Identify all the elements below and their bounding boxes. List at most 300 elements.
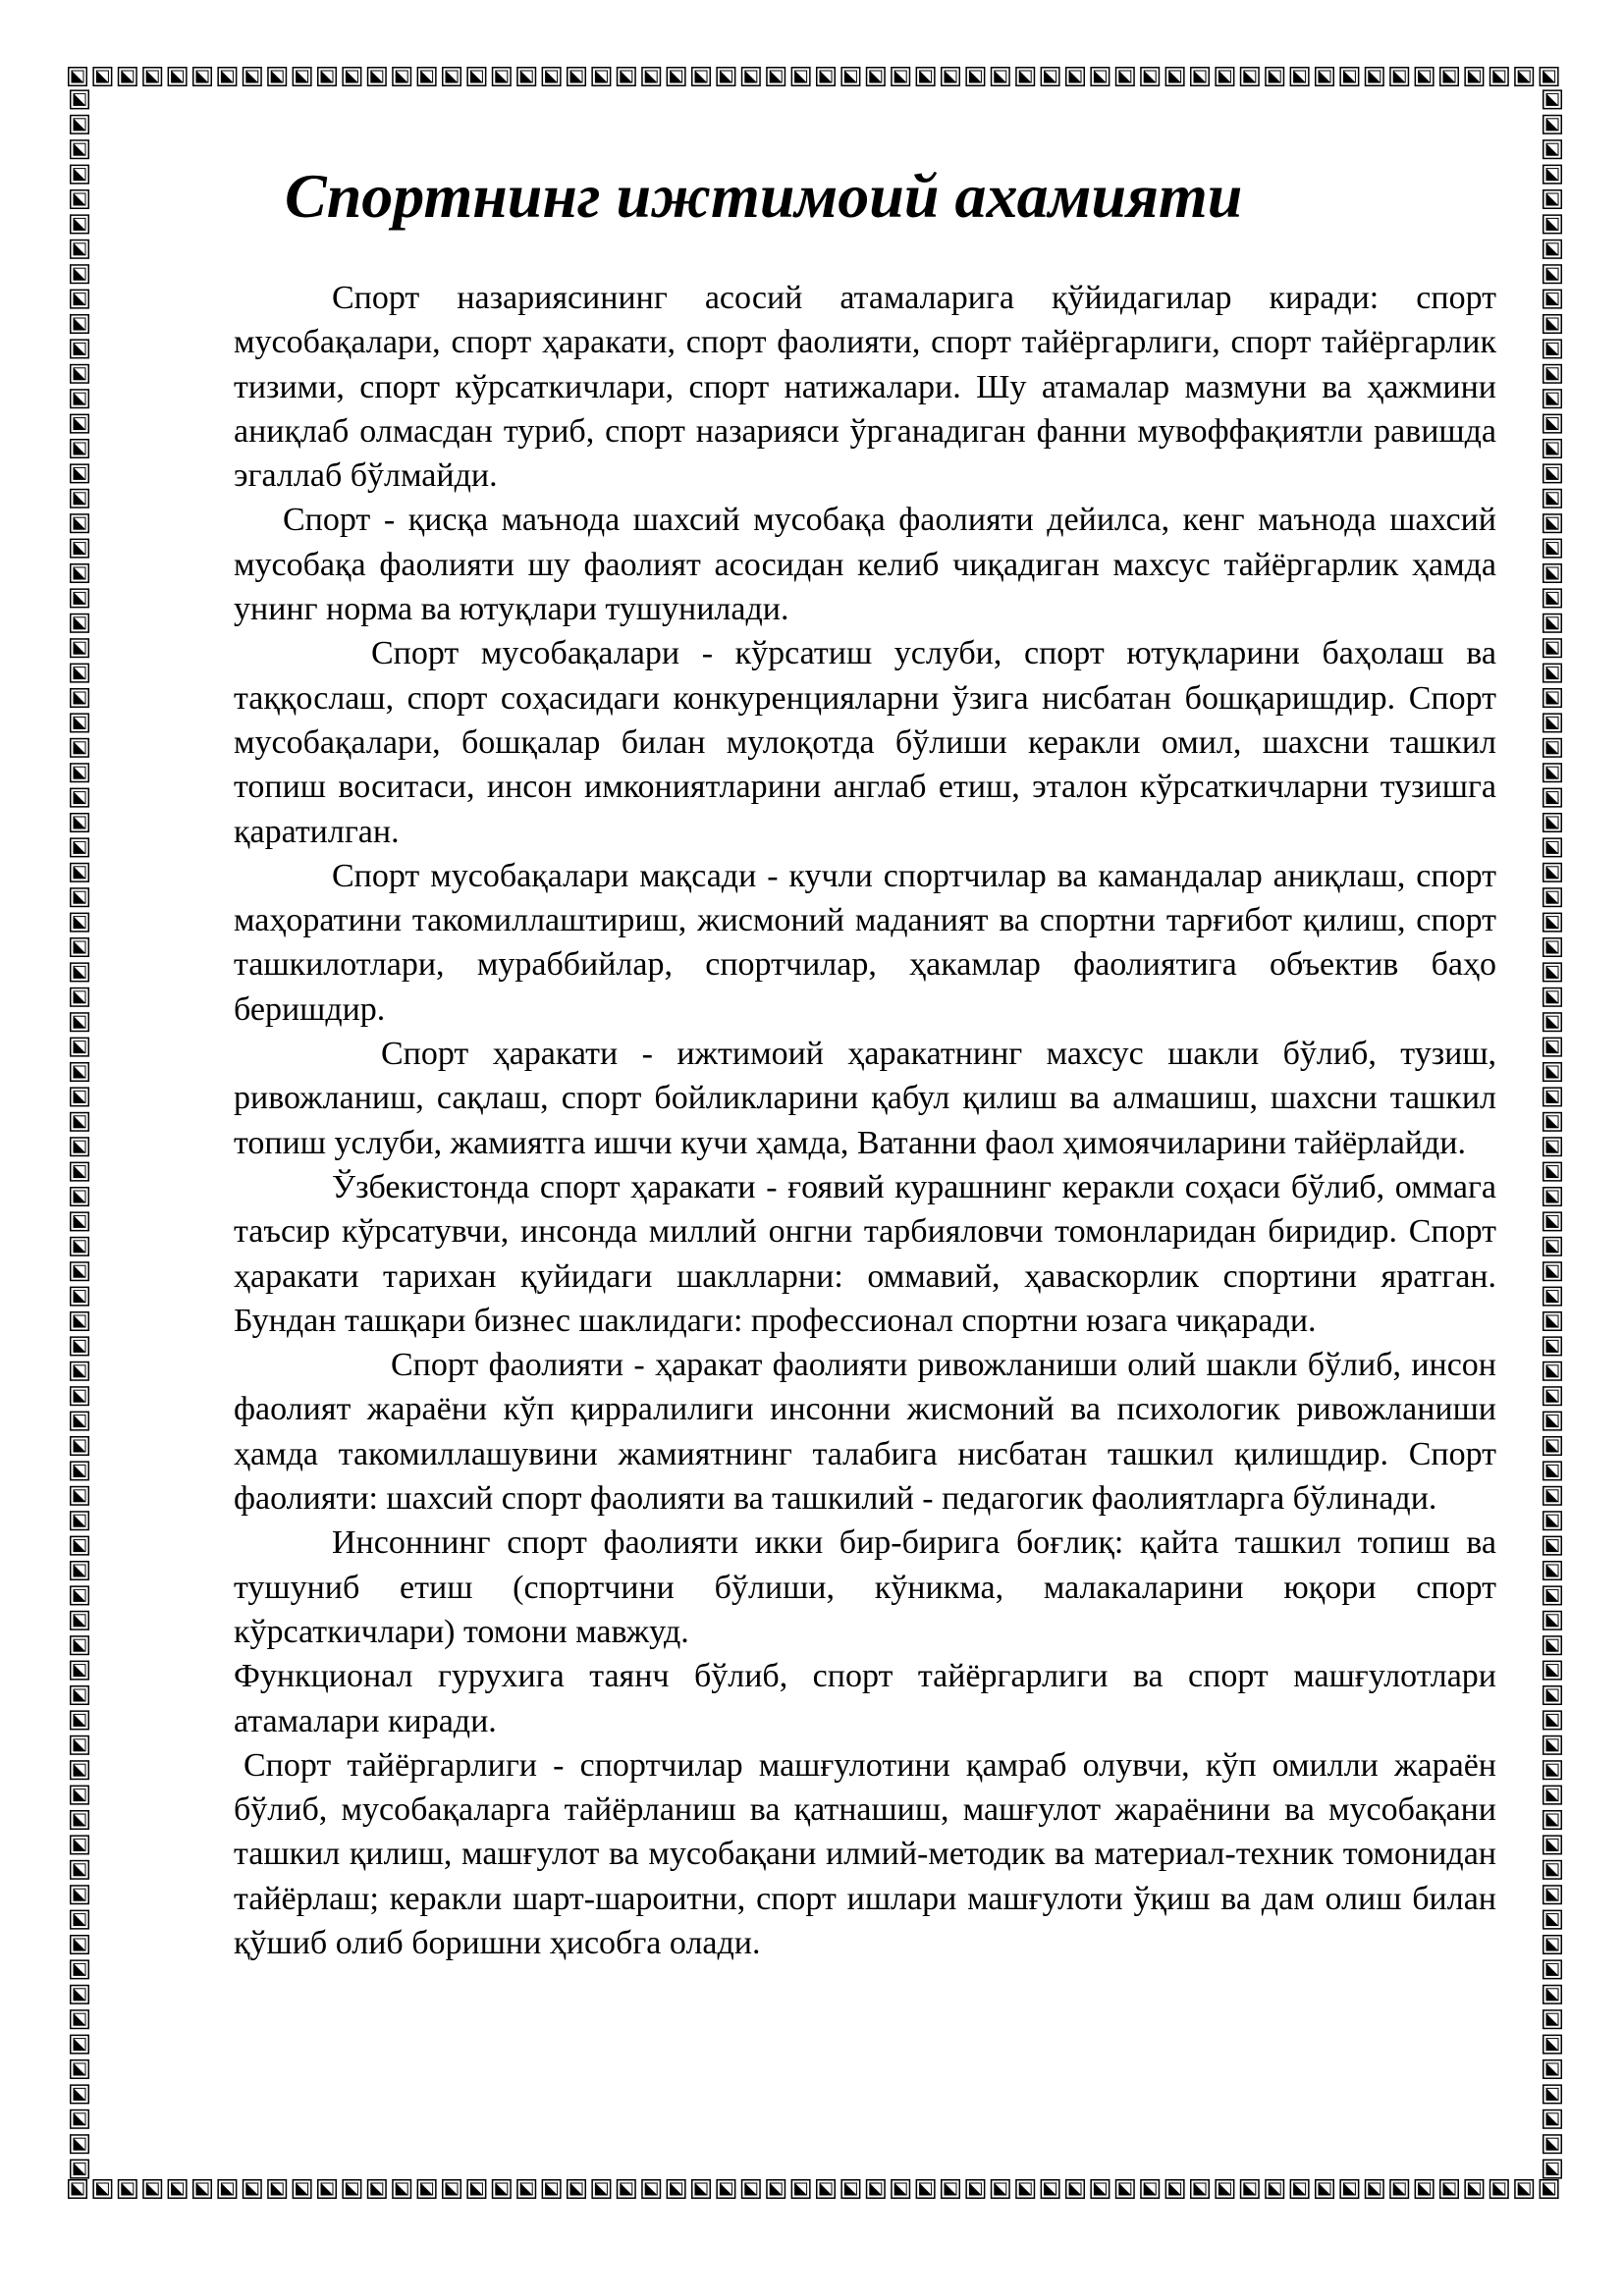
diagonal-square-icon <box>318 68 337 86</box>
diagonal-square-icon <box>1543 1811 1562 1830</box>
diagonal-square-icon <box>1543 938 1562 957</box>
diagonal-square-icon <box>1543 265 1562 284</box>
diagonal-square-icon <box>1290 2180 1309 2199</box>
diagonal-square-icon <box>1543 614 1562 633</box>
diagonal-square-icon <box>1543 2160 1562 2178</box>
diagonal-square-icon <box>867 2180 886 2199</box>
diagonal-square-icon <box>1543 464 1562 483</box>
diagonal-square-icon <box>71 140 89 159</box>
diagonal-square-icon <box>71 1462 89 1480</box>
diagonal-square-icon <box>542 68 561 86</box>
diagonal-square-icon <box>1543 1661 1562 1680</box>
diagonal-square-icon <box>71 1188 89 1206</box>
diagonal-square-icon <box>71 988 89 1007</box>
diagonal-square-icon <box>71 1312 89 1331</box>
diagonal-square-icon <box>1543 1562 1562 1580</box>
diagonal-square-icon <box>71 1910 89 1929</box>
diagonal-square-icon <box>1440 2180 1459 2199</box>
diagonal-square-icon <box>1543 1312 1562 1331</box>
diagonal-square-icon <box>71 2160 89 2178</box>
diagonal-square-icon <box>143 68 162 86</box>
diagonal-square-icon <box>1316 68 1334 86</box>
diagonal-square-icon <box>193 68 212 86</box>
diagonal-square-icon <box>1543 1162 1562 1181</box>
diagonal-square-icon <box>1490 2180 1509 2199</box>
diagonal-square-icon <box>71 2135 89 2154</box>
diagonal-square-icon <box>71 1612 89 1630</box>
diagonal-square-icon <box>71 1711 89 1730</box>
diagonal-square-icon <box>71 390 89 408</box>
diagonal-square-icon <box>71 614 89 633</box>
diagonal-square-icon <box>71 290 89 308</box>
diagonal-square-icon <box>71 963 89 982</box>
diagonal-square-icon <box>966 68 985 86</box>
diagonal-square-icon <box>168 2180 187 2199</box>
diagonal-square-icon <box>1543 2060 1562 2079</box>
diagonal-square-icon <box>71 1811 89 1830</box>
diagonal-square-icon <box>1543 1188 1562 1206</box>
diagonal-square-icon <box>942 2180 960 2199</box>
diagonal-square-icon <box>1165 68 1184 86</box>
diagonal-square-icon <box>493 68 512 86</box>
diagonal-square-icon <box>71 1362 89 1381</box>
diagonal-square-icon <box>692 2180 711 2199</box>
paragraph-human-sport-activity: Инсоннинг спорт фаолияти икки бир-бирига боғлиқ: қайта ташкил топиш ва тушуниб етиш (спортчини бўлиши, кўникма, малакаларини юқори спорт кўрсаткичлари) томони мавжуд. <box>234 1524 1496 1650</box>
diagonal-square-icon <box>1316 2180 1334 2199</box>
diagonal-square-icon <box>318 2180 337 2199</box>
diagonal-square-icon <box>71 1088 89 1106</box>
diagonal-square-icon <box>1543 2035 1562 2054</box>
diagonal-square-icon <box>71 764 89 782</box>
diagonal-square-icon <box>1543 739 1562 758</box>
diagonal-square-icon <box>71 589 89 608</box>
border-left-ornament <box>68 65 91 2201</box>
paragraph-functional-group: Функционал гурухига таянч бўлиб, спорт тайёргарлиги ва спорт машғулотлари атамалари киради. <box>234 1658 1496 1739</box>
border-right-ornament <box>1541 65 1564 2201</box>
diagonal-square-icon <box>71 1536 89 1555</box>
diagonal-square-icon <box>542 2180 561 2199</box>
diagonal-square-icon <box>71 215 89 234</box>
diagonal-square-icon <box>618 68 636 86</box>
diagonal-square-icon <box>1543 1612 1562 1630</box>
paragraph-sport-definition: Спорт - қисқа маънода шахсий мусобақа фаолияти дейилса, кенг маънода шахсий мусобақа фаолияти шу фаолият асосидан келиб чиқадиган махсус тайёргарлик ҳамда унинг норма ва ютуқлари тушунилади. <box>234 502 1496 628</box>
diagonal-square-icon <box>71 2010 89 2029</box>
diagonal-square-icon <box>71 490 89 508</box>
diagonal-square-icon <box>1543 1960 1562 1979</box>
diagonal-square-icon <box>1543 1088 1562 1106</box>
diagonal-square-icon <box>1543 1063 1562 1082</box>
diagonal-square-icon <box>992 2180 1010 2199</box>
diagonal-square-icon <box>1141 68 1160 86</box>
diagonal-square-icon <box>992 68 1010 86</box>
diagonal-square-icon <box>1543 1861 1562 1880</box>
diagonal-square-icon <box>71 1063 89 1082</box>
border-bottom-ornament <box>68 2177 1564 2201</box>
diagonal-square-icon <box>71 1412 89 1430</box>
diagonal-square-icon <box>71 864 89 882</box>
diagonal-square-icon <box>71 539 89 558</box>
diagonal-square-icon <box>119 68 137 86</box>
diagonal-square-icon <box>742 2180 761 2199</box>
diagonal-square-icon <box>71 1562 89 1580</box>
diagonal-square-icon <box>467 2180 486 2199</box>
diagonal-square-icon <box>71 1212 89 1231</box>
diagonal-square-icon <box>71 2110 89 2129</box>
diagonal-square-icon <box>71 1437 89 1456</box>
diagonal-square-icon <box>71 116 89 134</box>
diagonal-square-icon <box>71 1836 89 1854</box>
diagonal-square-icon <box>1191 2180 1210 2199</box>
diagonal-square-icon <box>1515 68 1534 86</box>
diagonal-square-icon <box>642 68 661 86</box>
diagonal-square-icon <box>71 938 89 957</box>
diagonal-square-icon <box>1543 1512 1562 1530</box>
diagonal-square-icon <box>1543 689 1562 708</box>
diagonal-square-icon <box>1216 2180 1234 2199</box>
diagonal-square-icon <box>71 2035 89 2054</box>
diagonal-square-icon <box>892 68 910 86</box>
diagonal-square-icon <box>892 2180 910 2199</box>
diagonal-square-icon <box>1543 1786 1562 1804</box>
diagonal-square-icon <box>71 514 89 533</box>
diagonal-square-icon <box>1543 589 1562 608</box>
diagonal-square-icon <box>1543 2085 1562 2104</box>
diagonal-square-icon <box>71 1113 89 1132</box>
diagonal-square-icon <box>1543 1910 1562 1929</box>
diagonal-square-icon <box>1390 68 1409 86</box>
diagonal-square-icon <box>791 68 810 86</box>
diagonal-square-icon <box>1543 988 1562 1007</box>
diagonal-square-icon <box>1543 1736 1562 1755</box>
diagonal-square-icon <box>71 414 89 433</box>
diagonal-square-icon <box>1543 1886 1562 1904</box>
diagonal-square-icon <box>1543 714 1562 732</box>
diagonal-square-icon <box>443 2180 461 2199</box>
diagonal-square-icon <box>443 68 461 86</box>
diagonal-square-icon <box>1165 2180 1184 2199</box>
diagonal-square-icon <box>1543 2010 1562 2029</box>
diagonal-square-icon <box>71 1387 89 1406</box>
diagonal-square-icon <box>841 68 860 86</box>
diagonal-square-icon <box>71 1786 89 1804</box>
diagonal-square-icon <box>71 1886 89 1904</box>
diagonal-square-icon <box>1543 814 1562 832</box>
diagonal-square-icon <box>1390 2180 1409 2199</box>
diagonal-square-icon <box>1543 2135 1562 2154</box>
diagonal-square-icon <box>1091 2180 1110 2199</box>
diagonal-square-icon <box>71 464 89 483</box>
diagonal-square-icon <box>71 265 89 284</box>
diagonal-square-icon <box>817 68 836 86</box>
diagonal-square-icon <box>343 2180 361 2199</box>
diagonal-square-icon <box>1543 215 1562 234</box>
diagonal-square-icon <box>1540 2180 1558 2199</box>
diagonal-square-icon <box>1543 1462 1562 1480</box>
diagonal-square-icon <box>1543 564 1562 583</box>
diagonal-square-icon <box>966 2180 985 2199</box>
diagonal-square-icon <box>1543 1437 1562 1456</box>
diagonal-square-icon <box>1543 190 1562 209</box>
diagonal-square-icon <box>71 1287 89 1306</box>
diagonal-square-icon <box>1041 2180 1059 2199</box>
diagonal-square-icon <box>1191 68 1210 86</box>
diagonal-square-icon <box>93 68 112 86</box>
diagonal-square-icon <box>667 68 685 86</box>
diagonal-square-icon <box>71 1238 89 1256</box>
diagonal-square-icon <box>1543 1761 1562 1780</box>
diagonal-square-icon <box>343 68 361 86</box>
diagonal-square-icon <box>1266 68 1284 86</box>
diagonal-square-icon <box>1543 1936 1562 1954</box>
diagonal-square-icon <box>293 68 311 86</box>
diagonal-square-icon <box>71 689 89 708</box>
diagonal-square-icon <box>71 664 89 682</box>
diagonal-square-icon <box>592 68 611 86</box>
diagonal-square-icon <box>71 788 89 807</box>
diagonal-square-icon <box>717 2180 735 2199</box>
diagonal-square-icon <box>767 68 785 86</box>
diagonal-square-icon <box>71 240 89 258</box>
diagonal-square-icon <box>467 68 486 86</box>
diagonal-square-icon <box>71 1512 89 1530</box>
diagonal-square-icon <box>1543 1686 1562 1705</box>
diagonal-square-icon <box>1340 2180 1359 2199</box>
diagonal-square-icon <box>592 2180 611 2199</box>
diagonal-square-icon <box>1041 68 1059 86</box>
border-top-ornament <box>68 65 1564 88</box>
diagonal-square-icon <box>517 68 536 86</box>
paragraph-competition-goal: Спорт мусобақалари мақсади - кучли спортчилар ва камандалар аниқлаш, спорт маҳоратини такомиллаштириш, жисмоний маданият ва спортни тарғибот қилиш, спорт ташкилотлари, мураббийлар, спортчилар, ҳакамлар фаолиятига объектив баҳо беришдир. <box>234 857 1496 1028</box>
diagonal-square-icon <box>1543 140 1562 159</box>
diagonal-square-icon <box>642 2180 661 2199</box>
diagonal-square-icon <box>1490 68 1509 86</box>
diagonal-square-icon <box>1543 788 1562 807</box>
diagonal-square-icon <box>1543 963 1562 982</box>
diagonal-square-icon <box>368 2180 387 2199</box>
diagonal-square-icon <box>1543 1412 1562 1430</box>
diagonal-square-icon <box>1543 1362 1562 1381</box>
diagonal-square-icon <box>1543 1586 1562 1605</box>
diagonal-square-icon <box>841 2180 860 2199</box>
diagonal-square-icon <box>71 1936 89 1954</box>
diagonal-square-icon <box>1543 315 1562 334</box>
diagonal-square-icon <box>143 2180 162 2199</box>
diagonal-square-icon <box>942 68 960 86</box>
diagonal-square-icon <box>71 1686 89 1705</box>
diagonal-square-icon <box>71 888 89 907</box>
diagonal-square-icon <box>268 68 287 86</box>
diagonal-square-icon <box>71 190 89 209</box>
diagonal-square-icon <box>368 68 387 86</box>
diagonal-square-icon <box>1543 888 1562 907</box>
diagonal-square-icon <box>1543 1986 1562 2004</box>
diagonal-square-icon <box>417 2180 436 2199</box>
diagonal-square-icon <box>1290 68 1309 86</box>
diagonal-square-icon <box>1543 490 1562 508</box>
diagonal-square-icon <box>268 2180 287 2199</box>
diagonal-square-icon <box>667 2180 685 2199</box>
diagonal-square-icon <box>193 2180 212 2199</box>
diagonal-square-icon <box>71 1861 89 1880</box>
diagonal-square-icon <box>742 68 761 86</box>
diagonal-square-icon <box>293 2180 311 2199</box>
diagonal-square-icon <box>393 68 411 86</box>
diagonal-square-icon <box>69 2180 87 2199</box>
diagonal-square-icon <box>71 1038 89 1056</box>
diagonal-square-icon <box>1340 68 1359 86</box>
diagonal-square-icon <box>1415 2180 1434 2199</box>
diagonal-square-icon <box>71 814 89 832</box>
diagonal-square-icon <box>71 340 89 358</box>
diagonal-square-icon <box>71 1138 89 1156</box>
diagonal-square-icon <box>71 1262 89 1281</box>
diagonal-square-icon <box>1366 2180 1384 2199</box>
diagonal-square-icon <box>1543 1536 1562 1555</box>
diagonal-square-icon <box>791 2180 810 2199</box>
diagonal-square-icon <box>1543 838 1562 857</box>
diagonal-square-icon <box>1543 639 1562 658</box>
diagonal-square-icon <box>1515 2180 1534 2199</box>
diagonal-square-icon <box>1543 365 1562 384</box>
diagonal-square-icon <box>71 365 89 384</box>
diagonal-square-icon <box>867 68 886 86</box>
paragraph-sport-competitions: Спорт мусобақалари - кўрсатиш услуби, спорт ютуқларини баҳолаш ва таққослаш, спорт соҳасидаги конкуренцияларни ўзига нисбатан бошқаришдир. Спорт мусобақалари, бошқалар билан мулоқотда бўлиши керакли омил, шахсни ташкил топиш воситаси, инсон имкониятларини англаб етиш, эталон кўрсаткичларни тузишга қаратилган. <box>234 635 1496 850</box>
diagonal-square-icon <box>1543 340 1562 358</box>
diagonal-square-icon <box>1543 390 1562 408</box>
diagonal-square-icon <box>244 68 261 86</box>
diagonal-square-icon <box>1543 1038 1562 1056</box>
diagonal-square-icon <box>71 564 89 583</box>
page-title: Спортнинг ижтимоий ахамияти <box>285 161 1243 231</box>
diagonal-square-icon <box>493 2180 512 2199</box>
diagonal-square-icon <box>1241 2180 1260 2199</box>
diagonal-square-icon <box>1543 1636 1562 1655</box>
diagonal-square-icon <box>517 2180 536 2199</box>
diagonal-square-icon <box>71 1013 89 1032</box>
diagonal-square-icon <box>71 1661 89 1680</box>
diagonal-square-icon <box>1543 1013 1562 1032</box>
diagonal-square-icon <box>71 440 89 458</box>
diagonal-square-icon <box>93 2180 112 2199</box>
diagonal-square-icon <box>692 68 711 86</box>
diagonal-square-icon <box>1543 1711 1562 1730</box>
diagonal-square-icon <box>1465 2180 1484 2199</box>
diagonal-square-icon <box>1141 2180 1160 2199</box>
paragraph-sport-preparation: Спорт тайёргарлиги - спортчилар машғулотини қамраб олувчи, кўп омилли жараён бўлиб, мусобақаларга тайёрланиш ва қатнашиш, машғулот жараёнини ва мусобақани ташкил қилиш, машғулот ва мусобақани илмий-методик ва материал-техник томонидан тайёрлаш; керакли шарт-шароитни, спорт ишлари машғулоти ўқиш ва дам олиш билан қўшиб олиб боришни ҳисобга олади. <box>234 1746 1496 1961</box>
diagonal-square-icon <box>1266 2180 1284 2199</box>
diagonal-square-icon <box>1543 440 1562 458</box>
diagonal-square-icon <box>1543 1337 1562 1356</box>
diagonal-square-icon <box>1216 68 1234 86</box>
diagonal-square-icon <box>71 1736 89 1755</box>
diagonal-square-icon <box>71 1986 89 2004</box>
diagonal-square-icon <box>1091 68 1110 86</box>
paragraph-uzbekistan-sport-movement: Ўзбекистонда спорт ҳаракати - ғоявий курашнинг керакли соҳаси бўлиб, оммага таъсир кўрсатувчи, инсонда миллий онгни тарбияловчи томонларидан биридир. Спорт ҳаракати тарихан қуйидаги шаклларни: оммавий, ҳаваскорлик спортини яратган. Бундан ташқари бизнес шаклидаги: профессионал спортни юзага чиқаради. <box>234 1168 1496 1339</box>
diagonal-square-icon <box>1066 68 1085 86</box>
diagonal-square-icon <box>1543 1287 1562 1306</box>
diagonal-square-icon <box>767 2180 785 2199</box>
diagonal-square-icon <box>71 1636 89 1655</box>
diagonal-square-icon <box>1543 514 1562 533</box>
diagonal-square-icon <box>1543 1212 1562 1231</box>
diagonal-square-icon <box>568 68 586 86</box>
diagonal-square-icon <box>568 2180 586 2199</box>
document-body <box>234 276 1496 1965</box>
diagonal-square-icon <box>1116 2180 1135 2199</box>
diagonal-square-icon <box>1543 1138 1562 1156</box>
paragraph-sport-activity: Спорт фаолияти - ҳаракат фаолияти ривожланиши олий шакли бўлиб, инсон фаолият жараёни кўп қирралилиги инсонни жисмоний ва психологик ривожланиши ҳамда такомиллашувини жамиятнинг талабига нисбатан ташкил қилишдир. Спорт фаолияти: шахсий спорт фаолияти ва ташкилий - педагогик фаолиятларга бўлинади. <box>234 1347 1496 1518</box>
diagonal-square-icon <box>71 1761 89 1780</box>
paragraph-sport-theory-terms: Спорт назариясининг асосий атамаларига қўйидагилар киради: спорт мусобақалари, спорт ҳаракати, спорт фаолияти, спорт тайёргарлиги, спорт тайёргарлик тизими, спорт кўрсаткичлари, спорт натижалари. Шу атамалар мазмуни ва ҳажмини аниқлаб олмасдан туриб, спорт назарияси ўрганадиган фанни мувоффақиятли равишда эгаллаб бўлмайди. <box>234 280 1496 495</box>
diagonal-square-icon <box>71 913 89 932</box>
diagonal-square-icon <box>1543 1238 1562 1256</box>
diagonal-square-icon <box>1543 116 1562 134</box>
diagonal-square-icon <box>1543 864 1562 882</box>
diagonal-square-icon <box>71 1337 89 1356</box>
diagonal-square-icon <box>1016 2180 1035 2199</box>
diagonal-square-icon <box>1543 1387 1562 1406</box>
diagonal-square-icon <box>1543 240 1562 258</box>
diagonal-square-icon <box>1415 68 1434 86</box>
diagonal-square-icon <box>1543 2110 1562 2129</box>
diagonal-square-icon <box>1543 764 1562 782</box>
diagonal-square-icon <box>1440 68 1459 86</box>
diagonal-square-icon <box>1543 1113 1562 1132</box>
diagonal-square-icon <box>71 1487 89 1506</box>
diagonal-square-icon <box>71 838 89 857</box>
diagonal-square-icon <box>1241 68 1260 86</box>
diagonal-square-icon <box>71 714 89 732</box>
diagonal-square-icon <box>1543 539 1562 558</box>
diagonal-square-icon <box>1543 165 1562 184</box>
diagonal-square-icon <box>1116 68 1135 86</box>
diagonal-square-icon <box>71 315 89 334</box>
diagonal-square-icon <box>71 2085 89 2104</box>
diagonal-square-icon <box>71 165 89 184</box>
diagonal-square-icon <box>1543 414 1562 433</box>
diagonal-square-icon <box>1543 1262 1562 1281</box>
diagonal-square-icon <box>218 2180 237 2199</box>
diagonal-square-icon <box>218 68 237 86</box>
diagonal-square-icon <box>916 68 935 86</box>
diagonal-square-icon <box>916 2180 935 2199</box>
diagonal-square-icon <box>71 2060 89 2079</box>
diagonal-square-icon <box>71 1162 89 1181</box>
diagonal-square-icon <box>119 2180 137 2199</box>
diagonal-square-icon <box>817 2180 836 2199</box>
diagonal-square-icon <box>1543 1487 1562 1506</box>
diagonal-square-icon <box>1366 68 1384 86</box>
diagonal-square-icon <box>1543 913 1562 932</box>
diagonal-square-icon <box>244 2180 261 2199</box>
diagonal-square-icon <box>1016 68 1035 86</box>
paragraph-sport-movement: Спорт ҳаракати - ижтимоий ҳаракатнинг махсус шакли бўлиб, тузиш, ривожланиш, сақлаш, спорт бойликларини қабул қилиш ва алмашиш, шахсни ташкил топиш услуби, жамиятга ишчи кучи ҳамда, Ватанни фаол ҳимоячиларини тайёрлайди. <box>234 1036 1496 1161</box>
diagonal-square-icon <box>618 2180 636 2199</box>
diagonal-square-icon <box>417 68 436 86</box>
diagonal-square-icon <box>717 68 735 86</box>
diagonal-square-icon <box>71 1960 89 1979</box>
diagonal-square-icon <box>71 639 89 658</box>
diagonal-square-icon <box>71 739 89 758</box>
diagonal-square-icon <box>71 1586 89 1605</box>
diagonal-square-icon <box>1543 664 1562 682</box>
diagonal-square-icon <box>393 2180 411 2199</box>
diagonal-square-icon <box>1543 290 1562 308</box>
diagonal-square-icon <box>1543 90 1562 109</box>
diagonal-square-icon <box>71 90 89 109</box>
diagonal-square-icon <box>1465 68 1484 86</box>
diagonal-square-icon <box>168 68 187 86</box>
